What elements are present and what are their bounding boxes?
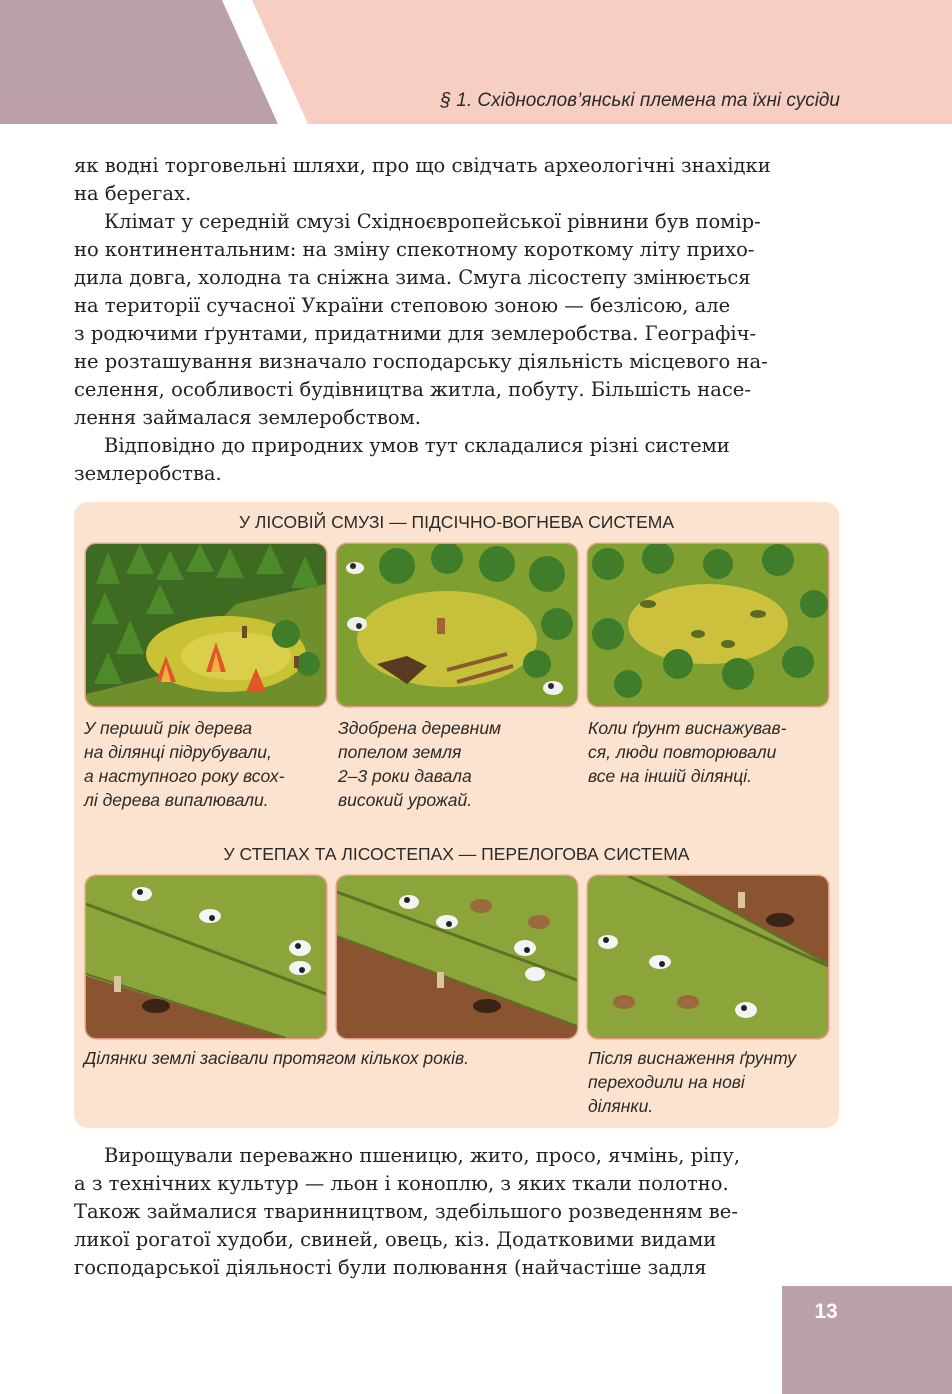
- forest-section-title: У ЛІСОВІЙ СМУЗІ — ПІДСІЧНО-ВОГНЕВА СИСТЕМА: [238, 512, 675, 532]
- caption: Ділянки землі засівали протягом кількох років.: [84, 1048, 469, 1068]
- body-text-bottom: [74, 1142, 839, 1282]
- paragraph: Відповідно до природних умов тут складалися різні системи землеробства.: [74, 434, 730, 485]
- paragraph: Вирощували переважно пшеницю, жито, просо, ячмінь, ріпу, а з технічних культур — льон і коноплю, з яких ткали полотно. Також займалися тваринництвом, здебільшого розведенням ве- ликої рогатої худоби, свиней, овець, кіз. Додатковими видами господарської діяльності були полювання (найчастіше задля: [74, 1144, 741, 1279]
- caption: У перший рік дерева на ділянці підрубували, а наступного року всох- лі дерева випалювали.: [84, 718, 285, 810]
- steppe-section-title: У СТЕПАХ ТА ЛІСОСТЕПАХ — ПЕРЕЛОГОВА СИСТЕМА: [223, 844, 690, 864]
- page-number: 13: [814, 1300, 838, 1323]
- new-plot-image: [588, 876, 828, 1038]
- running-head: § 1. Східнослов’янські племена та їхні сусіди: [440, 90, 840, 111]
- ash-fertilized-field-image: [337, 544, 577, 706]
- caption: Після виснаження ґрунту переходили на нові ділянки.: [588, 1048, 797, 1116]
- farming-systems-panel: [74, 502, 839, 1128]
- paragraph: як водні торговельні шляхи, про що свідчать археологічні знахідки на берегах.: [74, 154, 771, 205]
- exhausted-plot-image: [588, 544, 828, 706]
- paragraph: Клімат у середній смузі Східноєвропейської рівнини був помір- но континентальним: на зміну спекотному короткому літу прихо- дила довга, холодна та сніжна зима. Смуга лісостепу змінюється на території сучасної України степовою зоною — безлісою, але з родючими ґрунтами, придатними для землеробства. Географіч- не розташування визначало господарську діяльність місцевого на- селення, особливості будівництва житла, побуту. Більшість насе- лення займалася землеробством.: [74, 210, 768, 429]
- caption: Здобрена деревним попелом земля 2–3 роки давала високий урожай.: [338, 718, 502, 810]
- slash-burn-image: [86, 544, 326, 706]
- body-text-top: [74, 152, 839, 488]
- caption: Коли ґрунт виснажував- ся, люди повторювали все на іншій ділянці.: [588, 718, 787, 786]
- sown-plot-image: [337, 876, 577, 1038]
- pasture-plowing-image: [86, 876, 326, 1038]
